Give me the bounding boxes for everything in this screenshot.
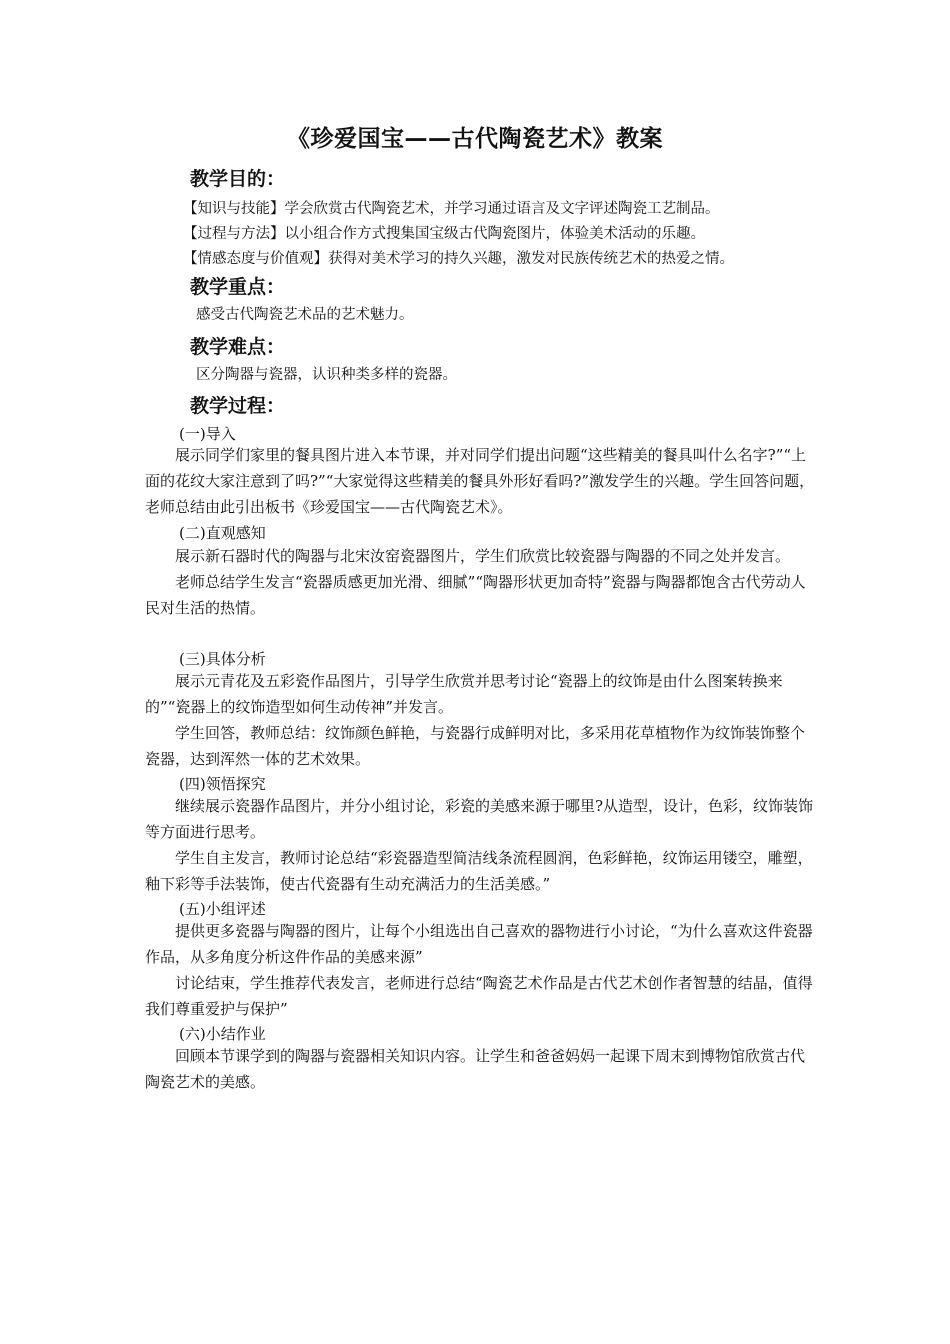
section-body bbox=[145, 442, 815, 520]
difficulty-text: 区分陶器与瓷器，认识种类多样的瓷器。 bbox=[196, 367, 457, 383]
document-title: 《珍爱国宝——古代陶瓷艺术》教案 bbox=[287, 126, 663, 152]
section-body bbox=[145, 918, 815, 1022]
goal-item: 【情感态度与价值观】获得对美术学习的持久兴趣，激发对民族传统艺术的热爱之情。 bbox=[183, 251, 734, 267]
section-title: (五)小组评述 bbox=[179, 900, 266, 918]
process-heading: 教学过程： bbox=[190, 395, 286, 417]
paragraph: 继续展示瓷器作品图片，并分小组讨论，彩瓷的美感来源于哪里?从造型，设计，色彩，纹饰装饰等方面进行思考。 bbox=[145, 797, 814, 841]
section-body bbox=[145, 543, 815, 621]
paragraph: 老师总结学生发言“瓷器质感更加光滑、细腻”“陶器形状更加奇特”瓷器与陶器都饱含古代劳动人民对生活的热情。 bbox=[145, 573, 806, 617]
section-title: (二)直观感知 bbox=[179, 524, 266, 542]
goals-heading: 教学目的： bbox=[190, 168, 286, 190]
section-body bbox=[145, 668, 815, 772]
section-title: (一)导入 bbox=[179, 425, 236, 443]
goal-item: 【知识与技能】学会欣赏古代陶瓷艺术，并学习通过语言及文字评述陶瓷工艺制品。 bbox=[183, 201, 720, 217]
section-title: (三)具体分析 bbox=[179, 650, 266, 668]
paragraph: 提供更多瓷器与陶器的图片，让每个小组选出自己喜欢的器物进行小讨论，“为什么喜欢这件瓷器作品，从多角度分析这件作品的美感来源” bbox=[145, 922, 813, 966]
goal-item: 【过程与方法】以小组合作方式搜集国宝级古代陶瓷图片，体验美术活动的乐趣。 bbox=[183, 226, 705, 242]
section-title: (四)领悟探究 bbox=[179, 775, 266, 793]
paragraph: 讨论结束，学生推荐代表发言，老师进行总结“陶瓷艺术作品是古代艺术创作者智慧的结晶，值得我们尊重爱护与保护” bbox=[145, 974, 813, 1018]
paragraph: 回顾本节课学到的陶器与瓷器相关知识内容。让学生和爸爸妈妈一起课下周末到博物馆欣赏古代陶瓷艺术的美感。 bbox=[145, 1047, 806, 1091]
paragraph: 展示新石器时代的陶器与北宋汝窑瓷器图片，学生们欣赏比较瓷器与陶器的不同之处并发言。 bbox=[175, 547, 791, 565]
paragraph: 展示同学们家里的餐具图片进入本节课，并对同学们提出问题“这些精美的餐具叫什么名字?”“上面的花纹大家注意到了吗?”“大家觉得这些精美的餐具外形好看吗?”激发学生的兴趣。学生回答问题，老师总结由此引出板书《珍爱国宝——古代陶瓷艺术》。 bbox=[145, 446, 815, 516]
difficulty-heading: 教学难点： bbox=[190, 336, 286, 358]
section-body bbox=[145, 793, 815, 897]
section-title: (六)小结作业 bbox=[179, 1025, 266, 1043]
paragraph: 展示元青花及五彩瓷作品图片，引导学生欣赏并思考讨论“瓷器上的纹饰是由什么图案转换来的”“瓷器上的纹饰造型如何生动传神”并发言。 bbox=[145, 672, 783, 716]
section-body bbox=[145, 1043, 815, 1095]
key-point-text: 感受古代陶瓷艺术品的艺术魅力。 bbox=[196, 307, 414, 323]
paragraph: 学生回答，教师总结：纹饰颜色鲜艳，与瓷器行成鲜明对比，多采用花草植物作为纹饰装饰整个瓷器，达到浑然一体的艺术效果。 bbox=[145, 724, 806, 768]
paragraph: 学生自主发言，教师讨论总结“彩瓷器造型简洁线条流程圆润，色彩鲜艳，纹饰运用镂空，雕塑，釉下彩等手法装饰，使古代瓷器有生动充满活力的生活美感。” bbox=[145, 849, 813, 893]
key-point-heading: 教学重点： bbox=[190, 276, 286, 298]
